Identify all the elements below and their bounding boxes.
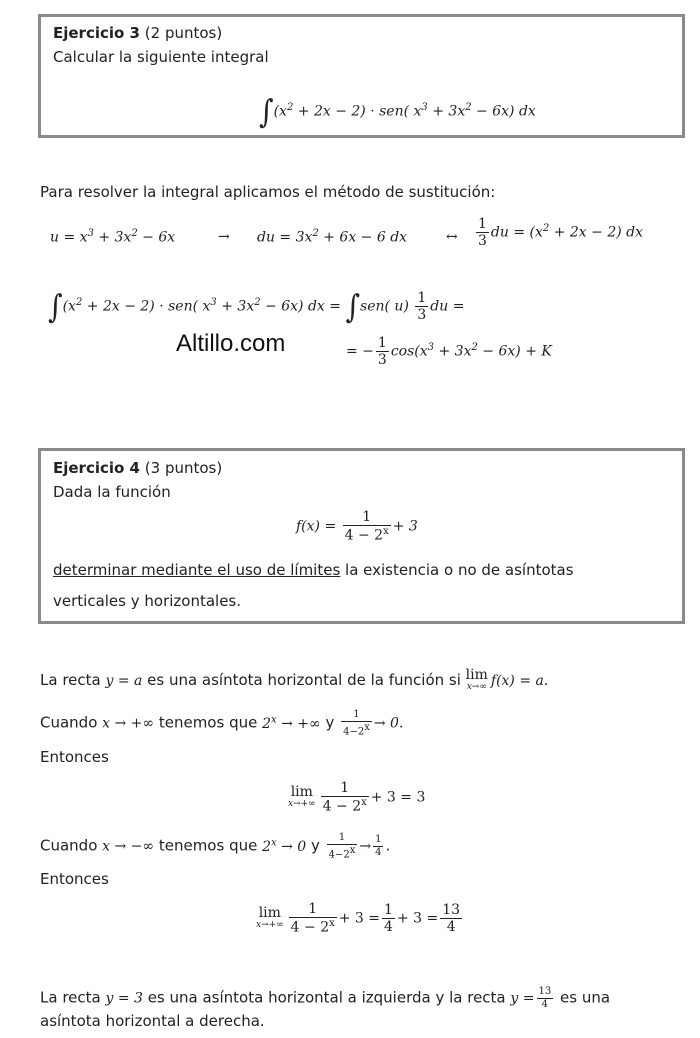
exercise-3-title: Ejercicio 3 [53, 24, 140, 42]
arrow-right: → [218, 229, 230, 245]
exercise-4-heading [53, 459, 222, 477]
exercise-3-heading [53, 24, 222, 42]
entonces-1: Entonces [40, 748, 109, 766]
exercise-4-points: (3 puntos) [144, 459, 223, 477]
solution-3-intro: Para resolver la integral aplicamos el método de sustitución: [40, 183, 496, 201]
exercise-4-box [38, 448, 685, 624]
exercise-3-points: (2 puntos) [144, 24, 223, 42]
solution-line-1: $\int(x^2 + 2x - 2) \cdot sen$( $x^3 + 3x^2 - 6x$) dx = ∫sen( u) $\frac{1}{3}$ du = [48, 287, 465, 326]
entonces-2: Entonces [40, 870, 109, 888]
solution-4-conclusion-2: asíntota horizontal a derecha. [40, 1012, 265, 1030]
watermark: Altillo.com [176, 330, 286, 357]
solution-4-para-3: Cuando x → −∞ tenemos que $2^x \to 0$ y $\frac{1}{4-2^x}$ → $\frac{1}{4}$ . [40, 832, 391, 860]
exercise-4-title: Ejercicio 4 [53, 459, 140, 477]
function-definition: f(x) = $\frac{1}{4 - 2^x}$ + 3 [296, 509, 418, 544]
exercise-4-statement: Dada la función [53, 483, 171, 501]
underlined-text: determinar mediante el uso de límites [53, 561, 341, 579]
solution-4-para-1: La recta y = a es una asíntota horizontal de la función si lim x→∞ f(x) = a. [40, 667, 549, 693]
substitution-u: $u = x^3 + 3x^2 - 6x$ [50, 228, 176, 246]
exercise-3-integral: $\int(x^2 + 2x - 2) \cdot sen$( $x^3 + 3x^2 - 6x$) dx [259, 92, 536, 131]
arrow-equivalent: ↔ [446, 229, 458, 245]
solution-line-2: = − $\frac{1}{3}$ $\cos(x^3 + 3x^2 - 6x) + K$ [346, 335, 552, 369]
exercise-4-task-line-2: verticales y horizontales. [53, 592, 242, 610]
solution-4-conclusion-1: La recta y = 3 es una asíntota horizontal a izquierda y la recta y = $\frac{13}{4}$ es una [40, 986, 611, 1010]
exercise-3-box [38, 14, 685, 138]
limit-plus-infinity: lim x→+∞ $\frac{1}{4 - 2^x}$ + 3 = 3 [288, 780, 426, 815]
limit-second: lim x→+∞ $\frac{1}{4 - 2^x}$ + 3 = $\frac{1}{4}$ + 3 = $\frac{13}{4}$ [256, 901, 461, 936]
solution-4-para-2: Cuando x → +∞ tenemos que $2^x$ → +∞ y $\frac{1}{4-2^x}$ → 0. [40, 709, 404, 737]
exercise-3-statement: Calcular la siguiente integral [53, 48, 269, 66]
exercise-4-task-line-1: determinar mediante el uso de límites la existencia o no de asíntotas [53, 561, 574, 579]
substitution-du: du = $3x^2 + 6x - 6$ dx [257, 228, 408, 246]
substitution-third: $\frac{1}{3}$ du = $(x^2 + 2x - 2)$ dx [478, 216, 644, 250]
